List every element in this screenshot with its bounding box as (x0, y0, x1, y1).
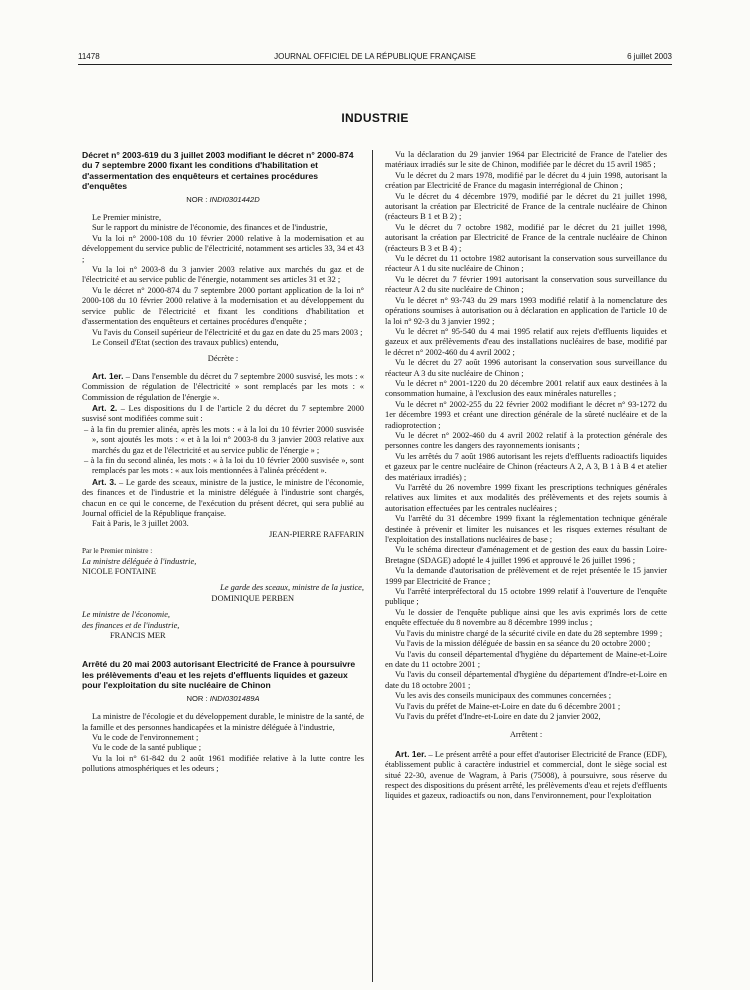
arrete-article-1: Art. 1er. – Le présent arrêté a pour effet d'autoriser Electricité de France (EDF), établissement public à caractère industriel et commercial, dont le siège social est situé 22-30, avenue de Wagram, à Paris (75008), à poursuivre, sous réserve du respect des dispositions du présent arrêté, les prélèvements d'eau et rejets d'effluents liquides et gazeux, radioactifs ou non, dans l'environnement, pour l'exploitation (385, 748, 667, 801)
decret-paragraph: Sur le rapport du ministre de l'économie, des finances et de l'industrie, (92, 223, 328, 233)
arrete-visa-paragraph: Vu la demande d'autorisation de prélèvement et de rejet présentée le 15 janvier 1999 par Electricité de France ; (385, 566, 667, 586)
arrete-visa-paragraph: Vu le dossier de l'enquête publique ainsi que les avis exprimés lors de cette enquête effectuée du 8 novembre au 8 décembre 1999 inclus ; (385, 607, 667, 628)
issue-date: 6 juillet 2003 (627, 52, 672, 61)
decret-paragraph: Le Conseil d'Etat (section des travaux publics) entendu, (92, 337, 279, 347)
arrete-visa-paragraph: Vu l'arrêté interpréfectoral du 15 octobre 1999 relatif à l'ouverture de l'enquête publique ; (385, 587, 667, 607)
left-column (82, 150, 364, 775)
signature-name: DOMINIQUE PERBEN (211, 593, 294, 603)
decret-paragraph: Vu l'avis du Conseil supérieur de l'électricité et du gaz en date du 25 mars 2003 ; (92, 327, 363, 337)
arrete-visa-paragraph: Vu le décret n° 2001-1220 du 20 décembre 2001 relatif aux eaux destinées à la consommation humaine, à l'exclusion des eaux minérales naturelles ; (385, 378, 667, 399)
page-header (78, 50, 672, 64)
arrete-visa-paragraph: Vu le décret du 2 mars 1978, modifié par le décret du 4 juin 1998, autorisant la création par Electricité de France du magasin interrégional de Chinon ; (385, 170, 667, 191)
signature-name: NICOLE FONTAINE (82, 567, 156, 577)
arrete-visa-paragraph: Vu le décret n° 93-743 du 29 mars 1993 modifié relatif à la nomenclature des opérations soumises à autorisation ou à déclaration en application de l'article 10 de la loi n° 92-3 du 3 janvier 1992 ; (385, 295, 667, 326)
arrete-visa-paragraph: Vu le schéma directeur d'aménagement et de gestion des eaux du bassin Loire-Bretagne (SDAGE) adopté le 4 juillet 1996 et approuvé le 26 juillet 1996 ; (385, 545, 667, 565)
arrete-visa-paragraph: Vu le décret du 4 décembre 1979, modifié par le décret du 21 juillet 1998, autorisant la création par Electricité de France de la centrale nucléaire de Chinon (réacteurs B 1 et B 2) ; (385, 191, 667, 222)
signature-role: des finances et de l'industrie, (82, 620, 180, 630)
signature-name: FRANCIS MER (110, 631, 166, 641)
decret-fait: Fait à Paris, le 3 juillet 2003. (92, 519, 189, 529)
arrete-visa-paragraph: Vu l'avis du conseil départemental d'hygiène du département de Maine-et-Loire en date du 11 octobre 2001 ; (385, 649, 667, 669)
arrete-paragraph: Vu le code de l'environnement ; (92, 732, 199, 742)
arrete-visa-paragraph: Vu le décret n° 2002-460 du 4 avril 2002 relatif à la protection générale des personnes contre les dangers des rayonnements ionisants ; (385, 430, 667, 451)
arrete-paragraph: La ministre de l'écologie et du développement durable, le ministre de la santé, de la famille et des personnes handicapées et la ministre déléguée à l'industrie, (82, 712, 364, 732)
header-rule (78, 64, 672, 65)
arrete-paragraph: Vu le code de la santé publique ; (92, 743, 202, 753)
decret-article-2-item: – à la fin du premier alinéa, après les mots : « à la loi du 10 février 2000 susvisée », sont ajoutés les mots : « et à la loi n° 2003-8 du 3 janvier 2003 relative aux marchés du gaz et de l'électricité et au service public de l'énergie » ; (84, 424, 364, 455)
arrete-visa-paragraph: Vu le décret n° 2002-255 du 22 février 2002 modifiant le décret n° 93-1272 du 1er décembre 1993 et créant une direction générale de la sûreté nucléaire et de la radioprotection ; (385, 399, 667, 430)
right-column (385, 150, 667, 802)
arrete-visa-paragraph: Vu l'avis du ministre chargé de la sécurité civile en date du 28 septembre 1999 ; (395, 628, 663, 638)
arrete-visa-paragraph: Vu le décret n° 95-540 du 4 mai 1995 relatif aux rejets d'effluents liquides et gazeux et aux prélèvements d'eau des installations nucléaires de base, modifié par le décret n° 2002-460 du 4 avril 2002 ; (385, 326, 667, 357)
par-premier-ministre: Par le Premier ministre : (82, 547, 153, 556)
signature-role: La ministre déléguée à l'industrie, (82, 556, 197, 566)
section-title: INDUSTRIE (341, 111, 409, 125)
decret-nor: NOR : INDI0301442D (186, 194, 260, 204)
arrete-visa-paragraph: Vu les arrêtés du 7 août 1986 autorisant les rejets d'effluents radioactifs liquides et gazeux par le centre nucléaire de Chinon (réacteurs A 2, A 3, B 1 à B 4 et atelier des matériaux irradiés) ; (385, 451, 667, 482)
arrete-visa-paragraph: Vu l'arrêté du 31 décembre 1999 fixant la réglementation technique générale destinée à prévenir et limiter les nuisances et les risques externes résultant de l'exploitation des installations nucléaires de base ; (385, 514, 667, 545)
arrete-title: Arrêté du 20 mai 2003 autorisant Electricité de France à poursuivre les prélèvements d'eau et les rejets d'effluents liquides et gazeux pour l'exploitation du site nucléaire de Chinon (82, 659, 356, 691)
arrete-visa-paragraph: Vu le décret du 11 octobre 1982 autorisant la conservation sous surveillance du réacteur A 1 du site nucléaire de Chinon ; (385, 254, 667, 274)
arrete-visa-paragraph: Vu la déclaration du 29 janvier 1964 par Electricité de France de l'atelier des matériaux irradiés sur le site de Chinon, modifiée par le décret du 15 avril 1985 ; (385, 150, 667, 170)
decret-paragraph: Vu le décret n° 2000-874 du 7 septembre 2000 portant application de la loi n° 2000-108 du 10 février 2000 relative à la modernisation et au développement du service public de l'électricité et fixant les conditions d'habilitation et d'assermentation des enquêteurs et certaines procédures d'enquête ; (82, 285, 364, 327)
arrete-visa-paragraph: Vu le décret du 7 octobre 1982, modifié par le décret du 21 juillet 1998, autorisant la création par Electricité de France de la centrale nucléaire de Chinon (réacteurs B 3 et B 4) ; (385, 222, 667, 253)
decret-article-3: Art. 3. – Le garde des sceaux, ministre de la justice, le ministre de l'économie, des finances et de l'industrie et la ministre déléguée à l'industrie sont chargés, chacun en ce qui le concerne, de l'exécution du présent décret, qui sera publié au Journal officiel de la République française. (82, 476, 364, 518)
decret-paragraph: Le Premier ministre, (92, 213, 162, 223)
decret-title: Décret n° 2003-619 du 3 juillet 2003 modifiant le décret n° 2000-874 du 7 septembre 2000 fixant les conditions d'habilitation et d'assermentation des enquêteurs et certaines procédures d'enquêtes (82, 150, 354, 192)
signature-role: Le ministre de l'économie, (82, 610, 171, 620)
decret-article-2: Art. 2. – Les dispositions du I de l'article 2 du décret du 7 septembre 2000 susvisé sont modifiées comme suit : (82, 402, 364, 424)
arrete-nor: NOR : INDI0301489A (186, 693, 260, 703)
journal-title: JOURNAL OFFICIEL DE LA RÉPUBLIQUE FRANÇAISE (274, 52, 476, 61)
decret-paragraph: Vu la loi n° 2000-108 du 10 février 2000 relative à la modernisation et au développement du service public de l'électricité, notamment ses articles 33, 34 et 43 ; (82, 233, 364, 264)
column-divider (372, 150, 373, 982)
decret-signer: JEAN-PIERRE RAFFARIN (268, 529, 364, 539)
decret-article-2-item: – à la fin du second alinéa, les mots : « à la loi du 10 février 2000 susvisée », sont remplacés par les mots : « aux lois mentionnées à l'alinéa précédent ». (84, 455, 364, 476)
signature-role: Le garde des sceaux, ministre de la justice, (220, 583, 364, 593)
arrete-paragraph: Vu la loi n° 61-842 du 2 août 1961 modifiée relative à la lutte contre les pollutions atmosphériques et les odeurs ; (82, 753, 364, 774)
arrete-visas (385, 150, 667, 722)
page-number: 11478 (78, 52, 100, 61)
arretent-label: Arrêtent : (509, 730, 543, 740)
decret-paragraph: Vu la loi n° 2003-8 du 3 janvier 2003 relative aux marchés du gaz et de l'électricité et au service public de l'énergie, notamment ses articles 31 et 32 ; (82, 265, 364, 285)
arrete-visa-paragraph: Vu l'avis de la mission déléguée de bassin en sa séance du 20 octobre 2000 ; (395, 639, 651, 649)
arrete-visa-paragraph: Vu le décret du 7 février 1991 autorisant la conservation sous surveillance du réacteur A 2 du site nucléaire de Chinon ; (385, 274, 667, 295)
arrete-visa-paragraph: Vu le décret du 27 août 1996 autorisant la conservation sous surveillance du réacteur A 3 du site nucléaire de Chinon ; (385, 358, 667, 378)
arrete-visa-paragraph: Vu l'arrêté du 26 novembre 1999 fixant les prescriptions techniques générales relatives aux limites et aux modalités des prélèvements et des rejets soumis à autorisation effectuées par les centrales nucléaires ; (385, 483, 667, 513)
arrete-visa-paragraph: Vu l'avis du conseil départemental d'hygiène du département d'Indre-et-Loire en date du 18 octobre 2001 ; (385, 670, 667, 690)
arrete-visa-paragraph: Vu l'avis du préfet de Maine-et-Loire en date du 6 décembre 2001 ; (395, 701, 621, 711)
arrete-visa-paragraph: Vu les avis des conseils municipaux des communes concernées ; (395, 691, 612, 701)
arrete-visa-paragraph: Vu l'avis du préfet d'Indre-et-Loire en date du 2 janvier 2002, (395, 711, 601, 721)
decrete-label: Décrète : (207, 354, 239, 364)
decret-article-1: Art. 1er. – Dans l'ensemble du décret du 7 septembre 2000 susvisé, les mots : « Commission de régulation de l'électricité » sont remplacés par les mots : « Commission de régulation de l'énergie ». (82, 370, 364, 402)
